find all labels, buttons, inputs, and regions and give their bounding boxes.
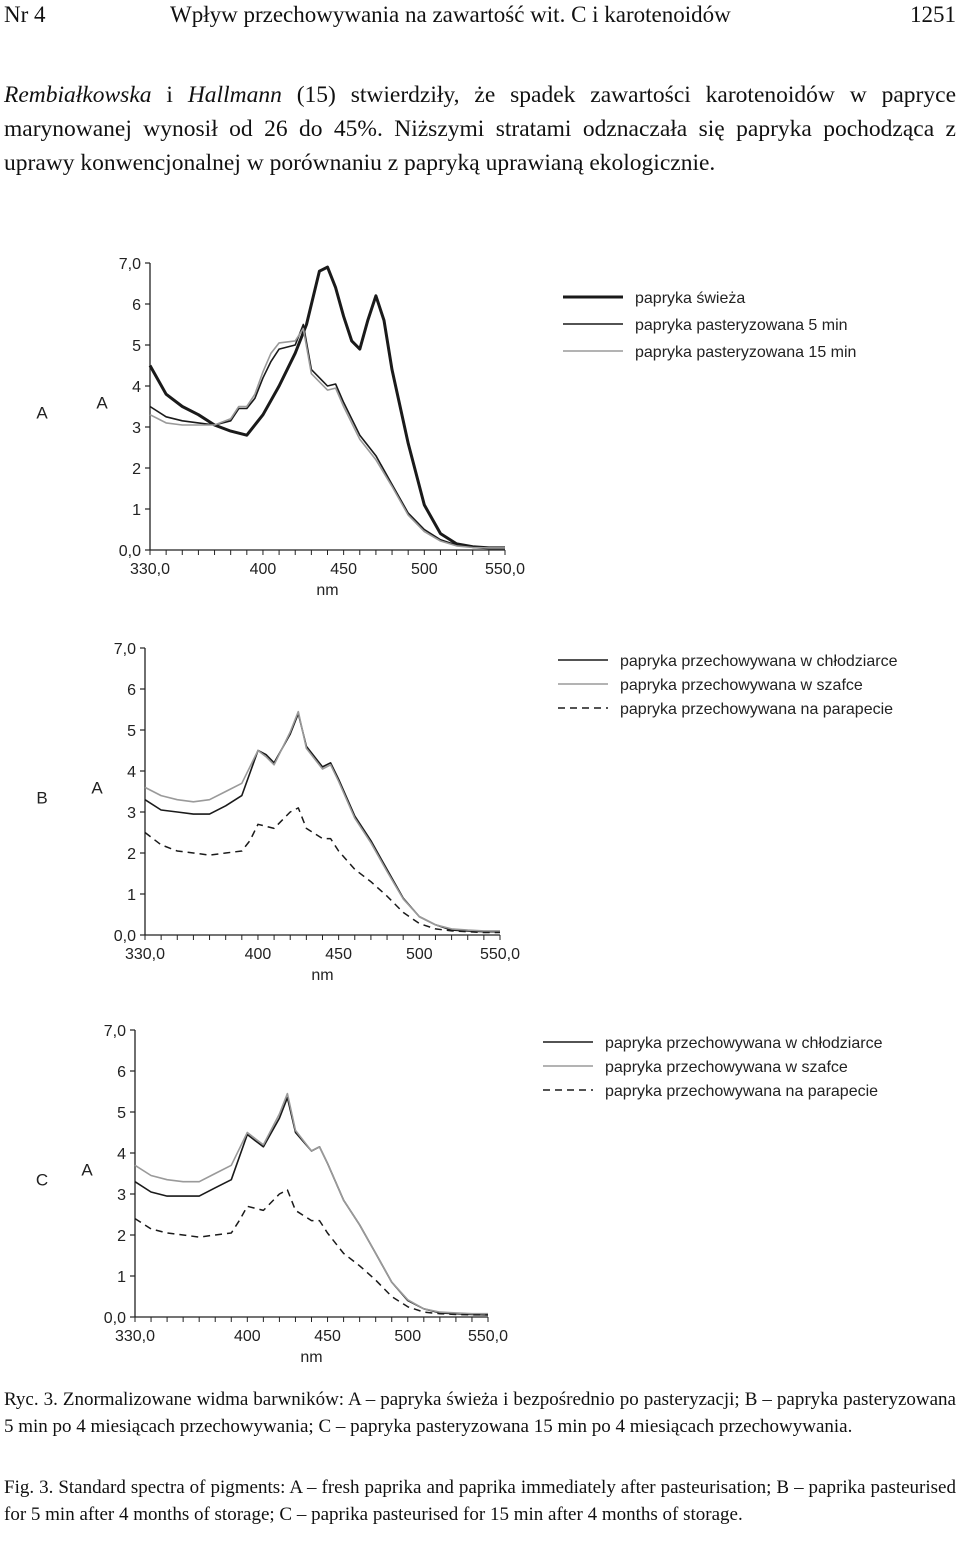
x-axis-label: nm — [316, 582, 339, 599]
legend-label: papryka przechowywana w chłodziarce — [605, 1035, 883, 1052]
series-line — [145, 808, 500, 933]
y-tick-label: 0,0 — [118, 543, 141, 560]
x-tick-label: 400 — [249, 561, 277, 578]
legend-label: papryka przechowywana na parapecie — [605, 1083, 879, 1100]
caption-english: Fig. 3. Standard spectra of pigments: A – fresh paprika and paprika immediately after pasteurisation; B – paprika pasteurised for 5 min after 4 months of storage; C – paprika pasteurised for 15 min after 4 months of storage. — [4, 1477, 956, 1525]
y-tick-label: 3 — [132, 420, 141, 437]
x-tick-label: 330,0 — [124, 946, 166, 963]
x-tick-label: 550,0 — [467, 1328, 509, 1345]
y-tick-label: 5 — [132, 338, 141, 355]
x-axis-label: nm — [300, 1349, 323, 1366]
issue-number: Nr 4 — [4, 2, 46, 27]
conjunction: i — [166, 82, 173, 108]
y-tick-label: 7,0 — [103, 1023, 126, 1040]
running-title: Wpływ przechowywania na zawartość wit. C i karotenoidów — [170, 2, 731, 27]
y-axis-label: A — [91, 778, 103, 798]
y-tick-label: 5 — [117, 1105, 126, 1122]
series-line — [135, 1190, 488, 1315]
y-tick-label: 6 — [117, 1064, 126, 1081]
x-tick-label: 450 — [330, 561, 357, 578]
y-tick-label: 2 — [117, 1228, 126, 1245]
x-tick-label: 450 — [325, 946, 352, 963]
legend-label: papryka przechowywana na parapecie — [620, 701, 894, 718]
running-header — [0, 0, 960, 36]
figure-panel-b — [0, 630, 960, 990]
y-tick-label: 1 — [117, 1269, 126, 1286]
series-line — [135, 1094, 488, 1314]
legend-label: papryka pasteryzowana 5 min — [635, 317, 848, 334]
y-axis-label: A — [81, 1160, 93, 1180]
x-tick-label: 550,0 — [484, 561, 526, 578]
x-tick-label: 500 — [410, 561, 438, 578]
x-tick-label: 330,0 — [114, 1328, 156, 1345]
y-tick-label: 4 — [117, 1146, 126, 1163]
y-tick-label: 1 — [127, 887, 136, 904]
legend-label: papryka przechowywana w chłodziarce — [620, 653, 898, 670]
x-tick-label: 400 — [233, 1328, 261, 1345]
y-tick-label: 0,0 — [113, 928, 136, 945]
caption-polish: Ryc. 3. Znormalizowane widma barwników: A – papryka świeża i bezpośrednio po pasteryzacji; B – papryka pasteryzowana 5 min po 4 miesiącach przechowywania; C – papryka pasteryzowana 15 min po 4 miesiącach przechowywania. — [4, 1389, 956, 1437]
spectrum-chart-c — [0, 1012, 960, 1372]
x-tick-label: 400 — [244, 946, 272, 963]
x-tick-label: 450 — [314, 1328, 341, 1345]
page-number: 1251 — [910, 2, 956, 27]
y-tick-label: 5 — [127, 723, 136, 740]
series-line — [145, 712, 500, 931]
y-axis-label: A — [96, 393, 108, 413]
legend-label: papryka przechowywana w szafce — [605, 1059, 848, 1076]
y-tick-label: 2 — [127, 846, 136, 863]
y-tick-label: 7,0 — [118, 256, 141, 273]
y-tick-label: 4 — [127, 764, 136, 781]
legend-label: papryka przechowywana w szafce — [620, 677, 863, 694]
series-line — [150, 329, 505, 548]
author-1: Rembiałkowska — [4, 82, 152, 108]
x-tick-label: 550,0 — [479, 946, 521, 963]
y-tick-label: 6 — [127, 682, 136, 699]
author-2: Hallmann — [187, 82, 282, 108]
y-tick-label: 0,0 — [103, 1310, 126, 1327]
x-axis-label: nm — [311, 967, 334, 984]
y-tick-label: 7,0 — [113, 641, 136, 658]
y-tick-label: 2 — [132, 461, 141, 478]
series-line — [150, 325, 505, 548]
spectrum-chart-b — [0, 630, 960, 990]
series-line — [145, 714, 500, 932]
x-tick-label: 500 — [394, 1328, 422, 1345]
y-tick-label: 4 — [132, 379, 141, 396]
figure-panel-a — [0, 245, 960, 605]
series-line — [150, 267, 505, 548]
x-tick-label: 500 — [405, 946, 433, 963]
y-tick-label: 3 — [127, 805, 136, 822]
paragraph-text: (15) stwierdziły, że spadek zawartości karotenoidów w papryce marynowanej wynosił od 26 do 45%. Niższymi stratami odznaczała się papryka pochodząca z uprawy konwencjonalnej w porównaniu z papryką uprawianą ekologicznie. — [4, 82, 956, 176]
spectrum-chart-a — [0, 245, 960, 605]
legend-label: papryka świeża — [635, 290, 746, 307]
series-line — [135, 1098, 488, 1315]
panel-label: B — [36, 788, 48, 808]
panel-label: A — [36, 403, 48, 423]
panel-label: C — [35, 1170, 49, 1190]
y-tick-label: 3 — [117, 1187, 126, 1204]
figure-panel-c — [0, 1012, 960, 1372]
body-paragraph — [4, 78, 956, 180]
y-tick-label: 6 — [132, 297, 141, 314]
x-tick-label: 330,0 — [129, 561, 171, 578]
y-tick-label: 1 — [132, 502, 141, 519]
legend-label: papryka pasteryzowana 15 min — [635, 344, 857, 361]
